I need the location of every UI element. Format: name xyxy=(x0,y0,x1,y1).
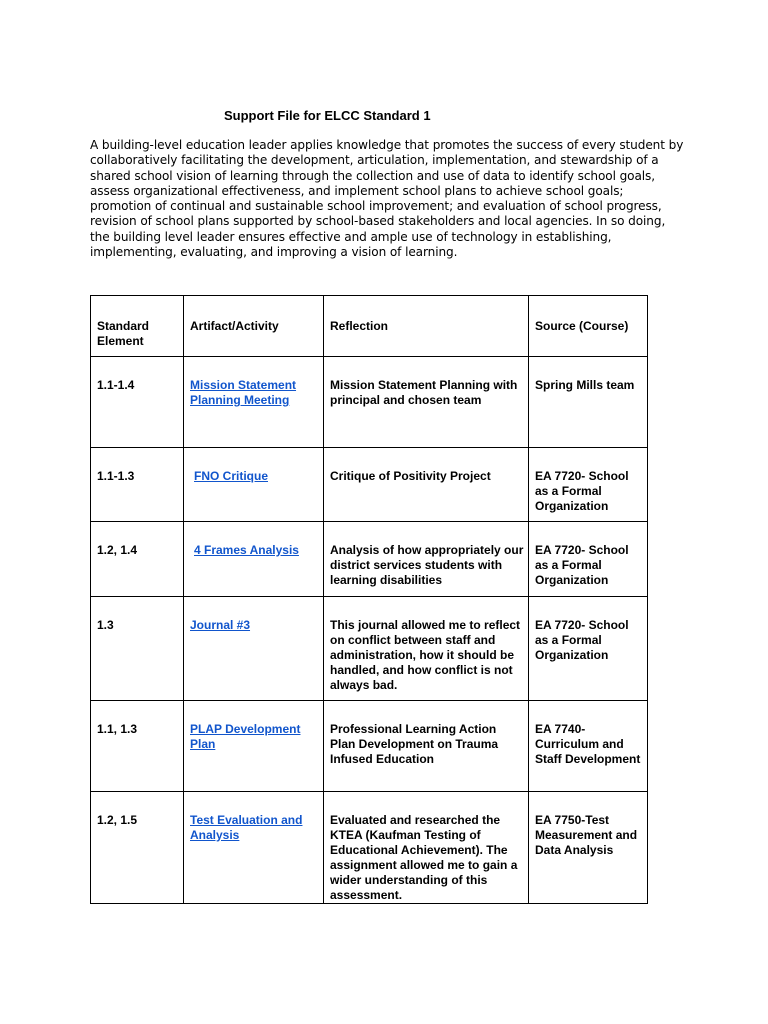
artifact-link-plap-development-plan[interactable]: PLAP Development Plan xyxy=(190,722,301,751)
cell-reflection xyxy=(324,701,529,792)
table-row xyxy=(91,357,648,448)
header-standard-element xyxy=(91,296,184,357)
header-artifact-activity xyxy=(184,296,324,357)
artifact-link-test-evaluation[interactable]: Test Evaluation and Analysis xyxy=(190,813,303,842)
cell-artifact xyxy=(184,597,324,701)
standard-description: A building-level education leader applies knowledge that promotes the success of every student by collaboratively facilitating the development, articulation, implementation, and stewardship of a shared school vision of learning through the collection and use of data to identify school goals, assess organizational effectiveness, and implement school plans to achieve school goals; promotion of continual and sustainable school improvement; and evaluation of school progress, revision of school plans supported by school-based stakeholders and local agencies. In so doing, the building level leader ensures effective and ample use of technology in establishing, implementing, evaluating, and improving a vision of learning. xyxy=(90,138,684,260)
cell-source xyxy=(529,701,648,792)
cell-source xyxy=(529,448,648,522)
cell-standard-element xyxy=(91,448,184,522)
cell-reflection xyxy=(324,597,529,701)
standard-element: 1.1-1.4 xyxy=(97,378,135,392)
standard-element: 1.3 xyxy=(97,618,114,632)
cell-artifact xyxy=(184,357,324,448)
reflection-text: This journal allowed me to reflect on conflict between staff and administration, how it should be handled, and how conflict is not always bad. xyxy=(330,618,521,692)
cell-standard-element xyxy=(91,597,184,701)
header-label: Standard Element xyxy=(97,319,150,348)
table-row xyxy=(91,522,648,597)
reflection-text: Critique of Positivity Project xyxy=(330,469,491,483)
table-row xyxy=(91,597,648,701)
cell-standard-element xyxy=(91,357,184,448)
header-label: Source (Course) xyxy=(535,319,629,333)
cell-standard-element xyxy=(91,792,184,904)
artifact-link-mission-statement[interactable]: Mission Statement Planning Meeting xyxy=(190,378,297,407)
cell-standard-element xyxy=(91,701,184,792)
artifact-link-4-frames-analysis[interactable]: 4 Frames Analysis xyxy=(194,543,299,557)
standard-element: 1.1-1.3 xyxy=(97,469,135,483)
artifact-link-journal-3[interactable]: Journal #3 xyxy=(190,618,251,632)
source-course: EA 7740- Curriculum and Staff Development xyxy=(535,722,641,766)
header-reflection xyxy=(324,296,529,357)
reflection-text: Professional Learning Action Plan Development on Trauma Infused Education xyxy=(330,722,499,766)
header-label: Artifact/Activity xyxy=(190,319,279,333)
reflection-text: Mission Statement Planning with principal and chosen team xyxy=(330,378,518,407)
cell-reflection xyxy=(324,792,529,904)
header-source-course xyxy=(529,296,648,357)
cell-reflection xyxy=(324,448,529,522)
cell-reflection xyxy=(324,522,529,597)
cell-artifact xyxy=(184,522,324,597)
table-header-row xyxy=(91,296,648,357)
source-course: EA 7720- School as a Formal Organization xyxy=(535,618,629,662)
table-row xyxy=(91,701,648,792)
artifact-link-fno-critique[interactable]: FNO Critique xyxy=(194,469,268,483)
document-title: Support File for ELCC Standard 1 xyxy=(224,108,431,123)
cell-artifact xyxy=(184,701,324,792)
cell-artifact xyxy=(184,448,324,522)
cell-reflection xyxy=(324,357,529,448)
cell-source xyxy=(529,792,648,904)
source-course: EA 7750-Test Measurement and Data Analysis xyxy=(535,813,638,857)
table-row xyxy=(91,448,648,522)
reflection-text: Analysis of how appropriately our district services students with learning disabilities xyxy=(330,543,524,587)
standard-element: 1.2, 1.4 xyxy=(97,543,138,557)
table-row xyxy=(91,792,648,904)
source-course: Spring Mills team xyxy=(535,378,635,392)
source-course: EA 7720- School as a Formal Organization xyxy=(535,469,629,513)
support-table xyxy=(90,295,648,904)
standard-element: 1.1, 1.3 xyxy=(97,722,138,736)
cell-artifact xyxy=(184,792,324,904)
source-course: EA 7720- School as a Formal Organization xyxy=(535,543,629,587)
cell-standard-element xyxy=(91,522,184,597)
cell-source xyxy=(529,357,648,448)
cell-source xyxy=(529,597,648,701)
cell-source xyxy=(529,522,648,597)
header-label: Reflection xyxy=(330,319,389,333)
standard-element: 1.2, 1.5 xyxy=(97,813,138,827)
reflection-text: Evaluated and researched the KTEA (Kaufman Testing of Educational Achievement). The assignment allowed me to gain a wider understanding of this assessment. xyxy=(330,813,518,902)
